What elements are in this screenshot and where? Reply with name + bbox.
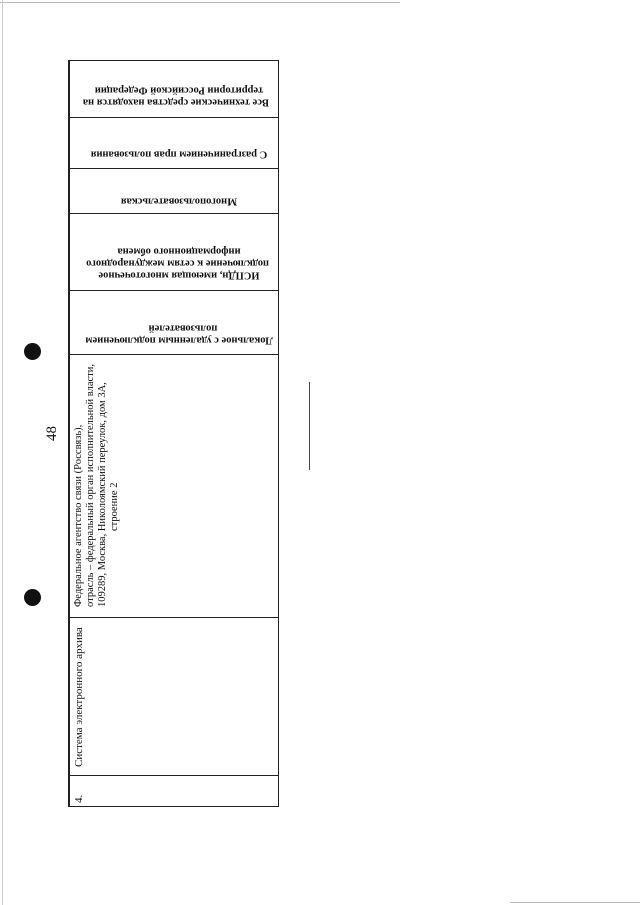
- row-divider: [69, 168, 278, 169]
- scan-artifact-line: [309, 382, 310, 470]
- row-divider: [69, 213, 278, 214]
- column-divider: [69, 61, 70, 807]
- page-edge-bottom: [510, 902, 640, 903]
- punch-hole: [24, 589, 41, 606]
- characteristic-line: ИСПДн, имеющая многоточечное: [98, 269, 260, 281]
- system-name: Система электронного архива: [73, 627, 85, 767]
- characteristic-line: С разграничением прав пользования: [90, 148, 268, 160]
- operator-line: Федеральное агентство связи (Россвязь),: [73, 424, 84, 607]
- row-divider: [69, 117, 278, 118]
- punch-hole: [24, 343, 41, 360]
- row-divider: [69, 617, 278, 618]
- characteristic-line: информационного обмена: [117, 245, 241, 257]
- characteristic-line: пользователей: [148, 322, 218, 334]
- operator-line: отрасль – федеральный орган исполнительной власти,: [85, 363, 96, 607]
- row-index: 4.: [73, 794, 85, 803]
- page-number: 48: [44, 426, 60, 441]
- operator-line: 109289, Москва, Николоямский переулок, дом 3А,: [97, 382, 108, 607]
- row-divider: [69, 290, 278, 291]
- page-edge-left: [2, 0, 3, 905]
- page-edge-top: [0, 2, 400, 3]
- characteristic-line: Локальное с удаленным подключением: [85, 334, 273, 346]
- row-divider: [69, 354, 278, 355]
- row-divider: [69, 775, 278, 776]
- characteristic-line: подключение к сетям международного: [86, 257, 269, 269]
- characteristic-line: Многопользовательская: [120, 195, 238, 207]
- characteristic-line: Все технические средства находятся на: [82, 96, 269, 108]
- characteristic-line: территории Российской Федерации: [94, 84, 264, 96]
- systems-table: [68, 60, 279, 807]
- operator-line: строение 2: [109, 482, 120, 531]
